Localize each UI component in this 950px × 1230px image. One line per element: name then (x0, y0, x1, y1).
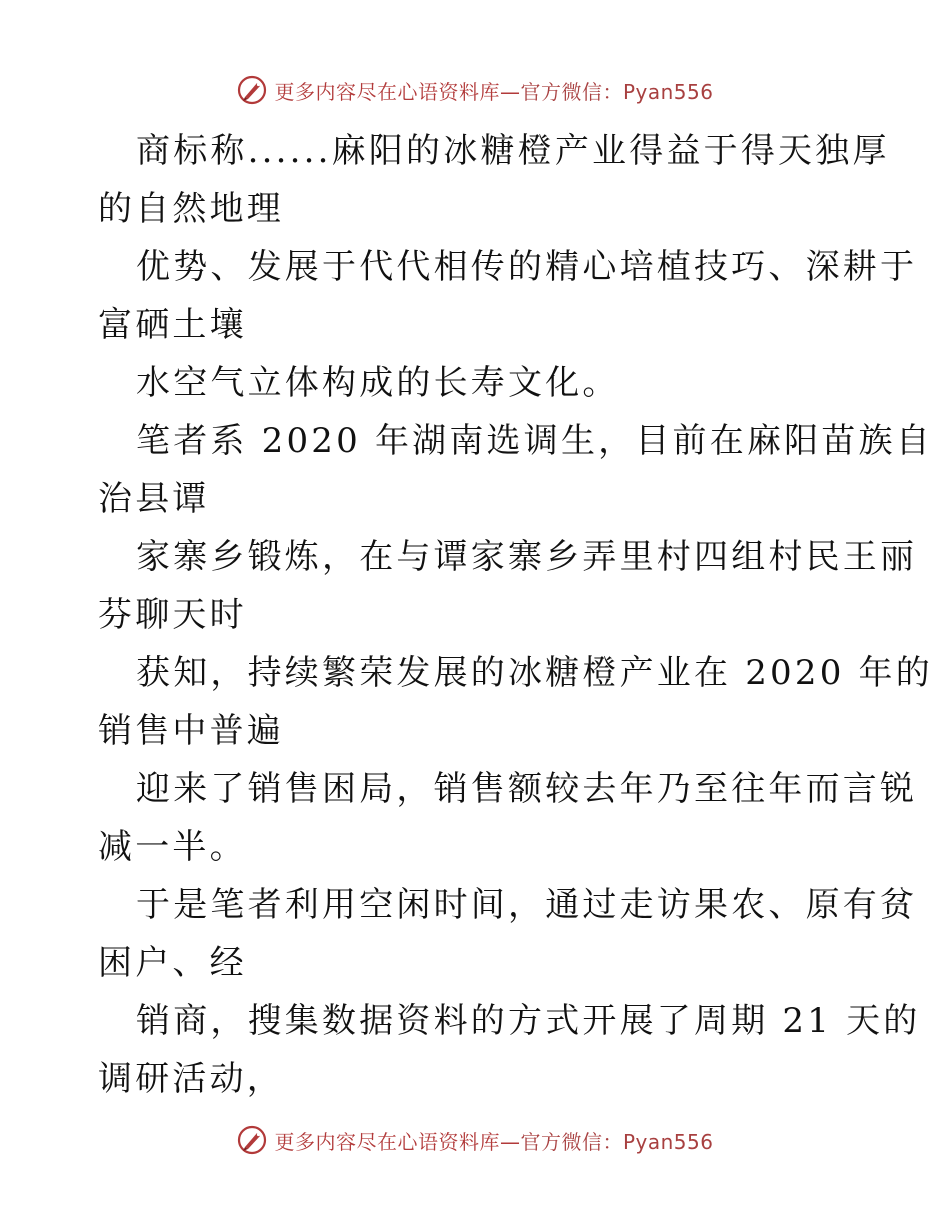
brand-logo-icon (236, 1124, 268, 1156)
footer-watermark-main: 更多内容尽在心语资料库— (274, 1129, 521, 1154)
footer-watermark-wechat: 官方微信：Pyan556 (520, 1129, 714, 1154)
text-line: 减一半。 (98, 827, 247, 867)
text-line: 获知，持续繁荣发展的冰糖橙产业在 2020 年的 (136, 653, 933, 693)
footer-watermark-text (274, 1126, 713, 1155)
text-line: 商标称......麻阳的冰糖橙产业得益于得天独厚 (136, 131, 890, 171)
text-line: 芬聊天时 (98, 595, 247, 635)
text-line: 水空气立体构成的长寿文化。 (136, 363, 620, 403)
text-line: 迎来了销售困局，销售额较去年乃至往年而言锐 (136, 769, 918, 809)
document-body (98, 122, 933, 1108)
text-line: 治县谭 (98, 479, 210, 519)
brand-logo-icon (236, 74, 268, 106)
footer-watermark-inner (236, 1124, 713, 1156)
text-line: 家寨乡锻炼，在与谭家寨乡弄里村四组村民王丽 (136, 537, 918, 577)
header-watermark-banner (0, 70, 950, 110)
header-watermark-wechat: 官方微信：Pyan556 (520, 79, 714, 104)
text-line: 优势、发展于代代相传的精心培植技巧、深耕于 (136, 247, 918, 287)
text-line: 销商，搜集数据资料的方式开展了周期 21 天的 (136, 1001, 921, 1041)
header-watermark-inner (236, 74, 713, 106)
text-line: 的自然地理 (98, 189, 284, 229)
text-line: 笔者系 2020 年湖南选调生，目前在麻阳苗族自 (136, 421, 933, 461)
text-line: 困户、经 (98, 943, 247, 983)
text-line: 富硒土壤 (98, 305, 247, 345)
text-line: 销售中普遍 (98, 711, 284, 751)
footer-watermark-banner (0, 1120, 950, 1160)
text-line: 于是笔者利用空闲时间，通过走访果农、原有贫 (136, 885, 918, 925)
text-line: 调研活动， (98, 1059, 284, 1099)
header-watermark-main: 更多内容尽在心语资料库— (274, 79, 521, 104)
header-watermark-text (274, 76, 713, 105)
